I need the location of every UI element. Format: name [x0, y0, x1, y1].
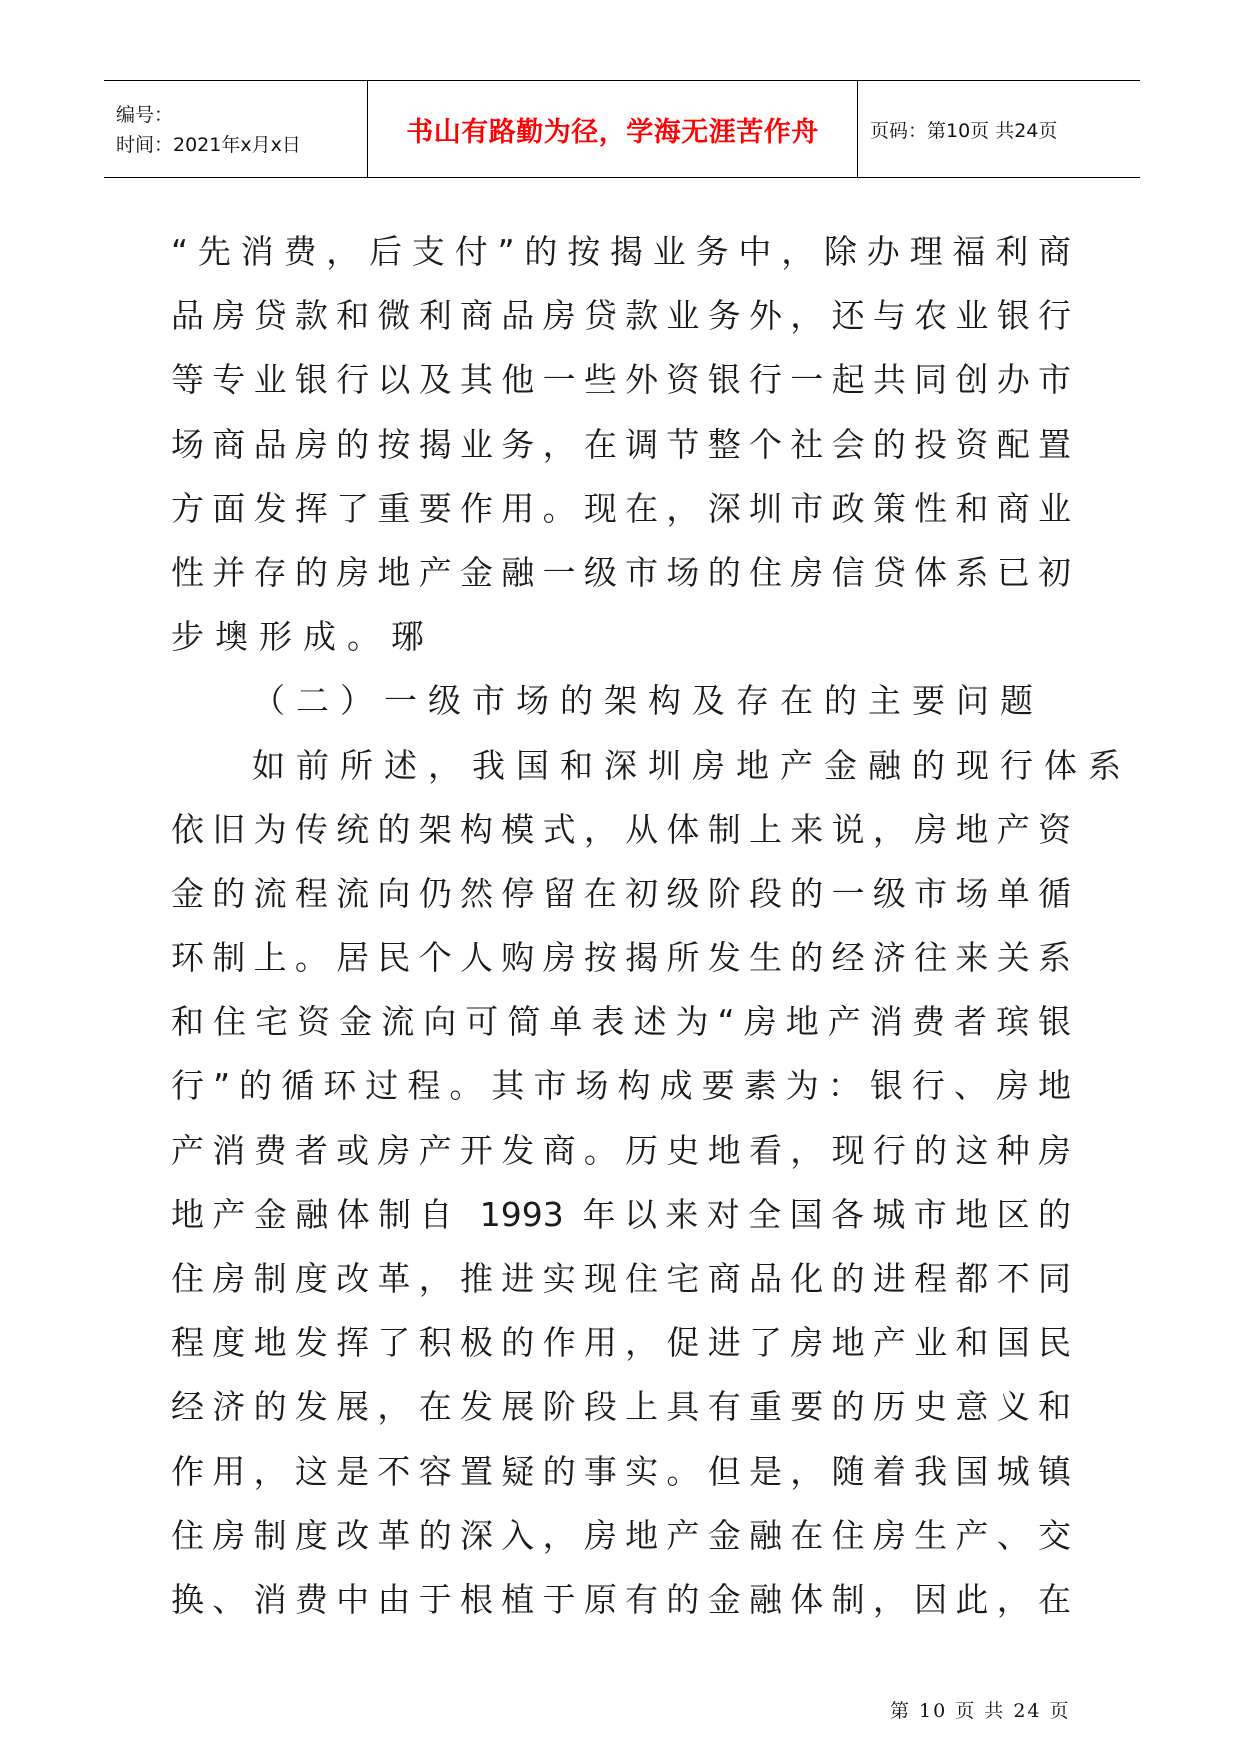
section-heading: （二）一级市场的架构及存在的主要问题 [252, 681, 1044, 721]
header-page-info [858, 81, 1140, 177]
body-line: 作用，这是不容置疑的事实。但是，随着我国城镇 [171, 1451, 1071, 1491]
header-motto [367, 81, 858, 177]
body-line: 行”的循环过程。其市场构成要素为：银行、房地 [171, 1066, 1071, 1106]
body-line: 经济的发展，在发展阶段上具有重要的历史意义和 [171, 1387, 1071, 1427]
document-body [171, 220, 1132, 1632]
body-line: 等专业银行以及其他一些外资银行一起共同创办市 [171, 360, 1071, 400]
body-line: 程度地发挥了积极的作用，促进了房地产业和国民 [171, 1323, 1071, 1363]
page-info-text: 页码：第10页 共24页 [870, 119, 1058, 142]
body-line: 住房制度改革，推进实现住宅商品化的进程都不同 [171, 1259, 1071, 1298]
motto-text: 书山有路勤为径，学海无涯苦作舟 [406, 116, 819, 148]
body-line: “先消费，后支付”的按揭业务中，除办理福利商 [171, 232, 1071, 271]
body-line: 地产金融体制自 1993 年以来对全国各城市地区的 [171, 1194, 1071, 1234]
body-line: 性并存的房地产金融一级市场的住房信贷体系已初 [171, 552, 1071, 592]
body-line: 住房制度改革的深入，房地产金融在住房生产、交 [171, 1515, 1071, 1555]
body-line: 换、消费中由于根植于原有的金融体制，因此，在 [171, 1579, 1071, 1619]
footer-page-label: 第 10 页 共 24 页 [890, 1700, 1071, 1722]
body-line: 环制上。居民个人购房按揭所发生的经济往来关系 [171, 938, 1071, 978]
body-line: 金的流程流向仍然停留在初级阶段的一级市场单循 [171, 873, 1071, 913]
page-header [104, 80, 1140, 178]
body-line: 步墺形成。琊 [171, 617, 435, 657]
body-line: 和住宅资金流向可简单表述为“房地产消费者瑸银 [171, 1002, 1071, 1042]
header-meta [104, 81, 367, 177]
body-line: 品房贷款和微利商品房贷款业务外，还与农业银行 [171, 296, 1071, 336]
page-footer [890, 1696, 1071, 1723]
document-time-label: 时间：2021年x月x日 [116, 134, 301, 156]
document-number-label: 编号： [116, 104, 174, 126]
body-line: 如前所述，我国和深圳房地产金融的现行体系 [252, 745, 1132, 785]
body-line: 产消费者或房产开发商。历史地看，现行的这种房 [171, 1130, 1071, 1170]
body-line: 依旧为传统的架构模式，从体制上来说，房地产资 [171, 809, 1071, 849]
body-line: 方面发挥了重要作用。现在，深圳市政策性和商业 [171, 488, 1071, 528]
body-line: 场商品房的按揭业务，在调节整个社会的投资配置 [171, 424, 1071, 464]
